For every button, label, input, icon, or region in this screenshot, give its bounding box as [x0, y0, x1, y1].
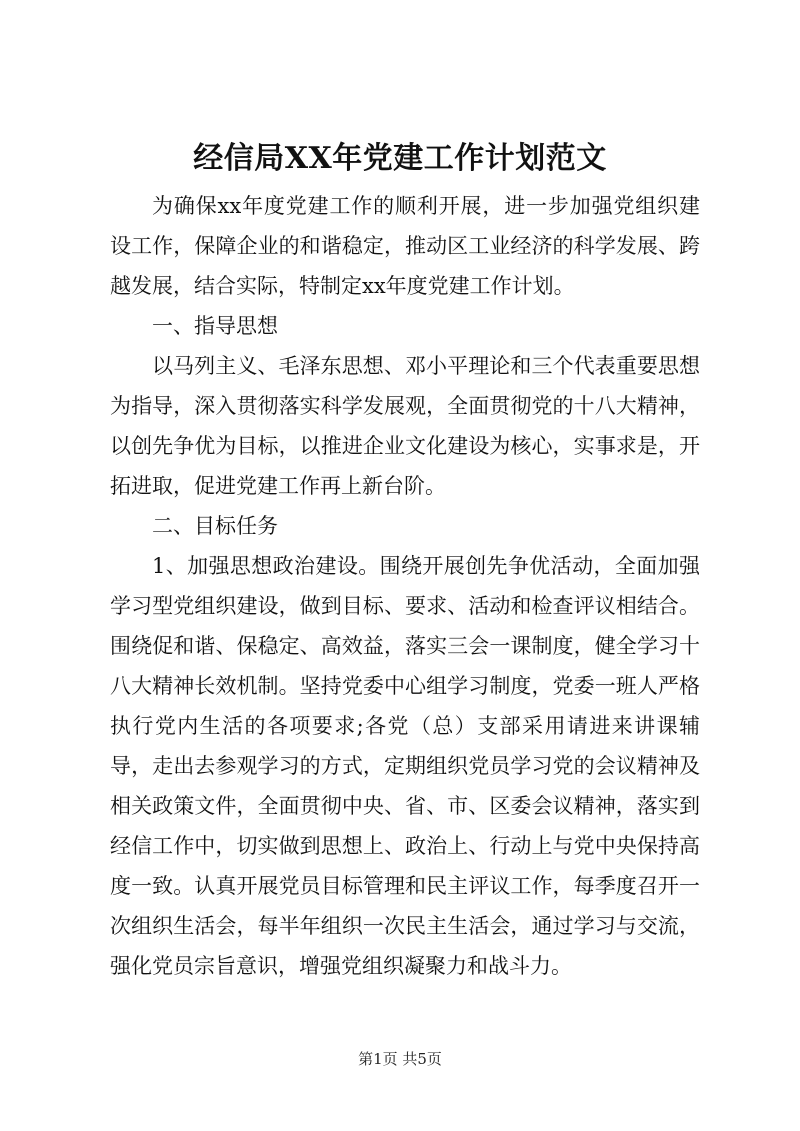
guiding-ideology-paragraph: 以马列主义、毛泽东思想、邓小平理论和三个代表重要思想为指导，深入贯彻落实科学发展观，全面贯彻党的十八大精神，以创先争优为目标，以推进企业文化建设为核心，实事求是，开拓进取，促进党建工作再上新台阶。 [110, 354, 700, 498]
section-heading-guiding-ideology: 一、指导思想 [152, 314, 278, 338]
intro-paragraph: 为确保xx年度党建工作的顺利开展，进一步加强党组织建设工作，保障企业的和谐稳定，推动区工业经济的科学发展、跨越发展，结合实际，特制定xx年度党建工作计划。 [110, 194, 700, 298]
task-item-1-paragraph: 1、加强思想政治建设。围绕开展创先争优活动，全面加强学习型党组织建设，做到目标、要求、活动和检查评议相结合。围绕促和谐、保稳定、高效益，落实三会一课制度，健全学习十八大精神长效机制。坚持党委中心组学习制度，党委一班人严格执行党内生活的各项要求;各党（总）支部采用请进来讲课辅导，走出去参观学习的方式，定期组织党员学习党的会议精神及相关政策文件，全面贯彻中央、省、市、区委会议精神，落实到经信工作中，切实做到思想上、政治上、行动上与党中央保持高度一致。认真开展党员目标管理和民主评议工作，每季度召开一次组织生活会，每半年组织一次民主生活会，通过学习与交流，强化党员宗旨意识，增强党组织凝聚力和战斗力。 [110, 554, 700, 978]
document-title: 经信局XX年党建工作计划范文 [193, 141, 607, 176]
section-heading-goals-tasks: 二、目标任务 [152, 514, 278, 538]
document-body [110, 186, 700, 986]
page-number-footer: 第1页 共5页 [358, 1050, 442, 1068]
